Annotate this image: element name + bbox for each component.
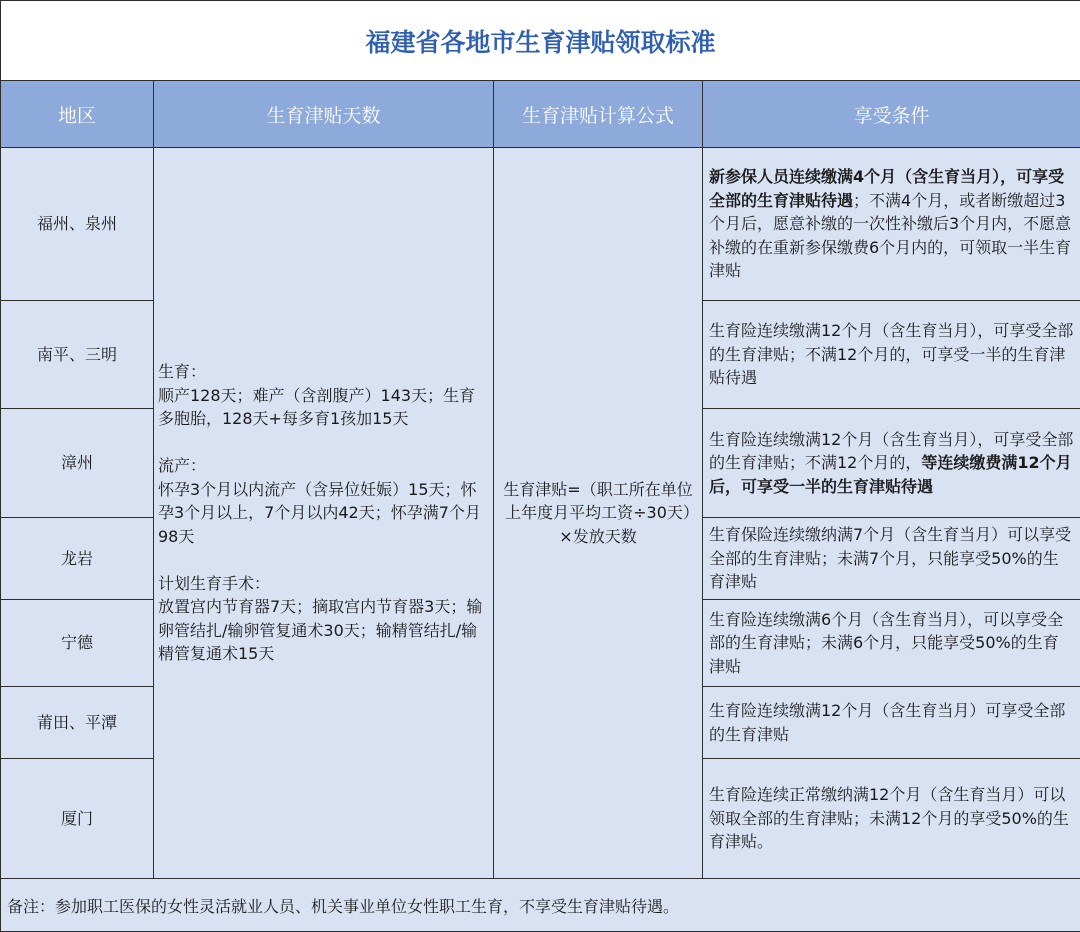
condition-bold: 新参保人员连续缴满4个月（含生育当月），可享受全部的生育津贴待遇 bbox=[709, 167, 1064, 210]
header-formula: 生育津贴计算公式 bbox=[494, 81, 703, 148]
condition-cell: 生育险连续正常缴纳满12个月（含生育当月）可以领取全部的生育津贴；未满12个月的享受50%的生育津贴。 bbox=[703, 759, 1080, 879]
page-title: 福建省各地市生育津贴领取标准 bbox=[1, 1, 1080, 81]
condition-text: 生育险连续缴满12个月（含生育当月），可享受全部的生育津贴；不满12个月的， bbox=[709, 430, 1073, 473]
region-cell: 宁德 bbox=[1, 600, 154, 687]
region-cell: 莆田、平潭 bbox=[1, 687, 154, 759]
header-days: 生育津贴天数 bbox=[154, 81, 494, 148]
header-conditions: 享受条件 bbox=[703, 81, 1080, 148]
condition-cell: 生育险连续缴满12个月（含生育当月）可享受全部的生育津贴 bbox=[703, 687, 1080, 759]
condition-cell bbox=[703, 148, 1080, 301]
header-region: 地区 bbox=[1, 81, 154, 148]
region-cell: 南平、三明 bbox=[1, 301, 154, 409]
condition-cell: 生育险连续缴满12个月（含生育当月），可享受全部的生育津贴；不满12个月的，可享受一半的生育津贴待遇 bbox=[703, 301, 1080, 409]
formula-cell: 生育津贴=（职工所在单位上年度月平均工资÷30天）×发放天数 bbox=[494, 148, 703, 879]
region-cell: 福州、泉州 bbox=[1, 148, 154, 301]
condition-bold: 等连续缴费满12个月后，可享受一半的生育津贴待遇 bbox=[709, 453, 1072, 496]
condition-cell bbox=[703, 409, 1080, 518]
condition-cell: 生育险连续缴满6个月（含生育当月），可以享受全部的生育津贴；未满6个月，只能享受50%的生育津贴 bbox=[703, 600, 1080, 687]
region-cell: 龙岩 bbox=[1, 518, 154, 600]
region-cell: 厦门 bbox=[1, 759, 154, 879]
condition-text: ；不满4个月，或者断缴超过3个月后，愿意补缴的一次性补缴后3个月内，不愿意补缴的在重新参保缴费6个月内的，可领取一半生育津贴 bbox=[709, 191, 1071, 281]
days-cell: 生育： 顺产128天；难产（含剖腹产）143天；生育多胞胎，128天+每多育1孩加15天 流产： 怀孕3个月以内流产（含异位妊娠）15天；怀孕3个月以上，7个月以内42天；怀孕满7个月98天 计划生育手术： 放置宫内节育器7天；摘取宫内节育器3天；输卵管结扎/输卵管复通术30天；输精管结扎/输精管复通术15天 bbox=[154, 148, 494, 879]
condition-cell: 生育保险连续缴纳满7个月（含生育当月）可以享受全部的生育津贴；未满7个月，只能享受50%的生育津贴 bbox=[703, 518, 1080, 600]
footnote: 备注：参加职工医保的女性灵活就业人员、机关事业单位女性职工生育，不享受生育津贴待遇。 bbox=[1, 879, 1080, 932]
region-cell: 漳州 bbox=[1, 409, 154, 518]
table-row bbox=[1, 148, 1080, 301]
